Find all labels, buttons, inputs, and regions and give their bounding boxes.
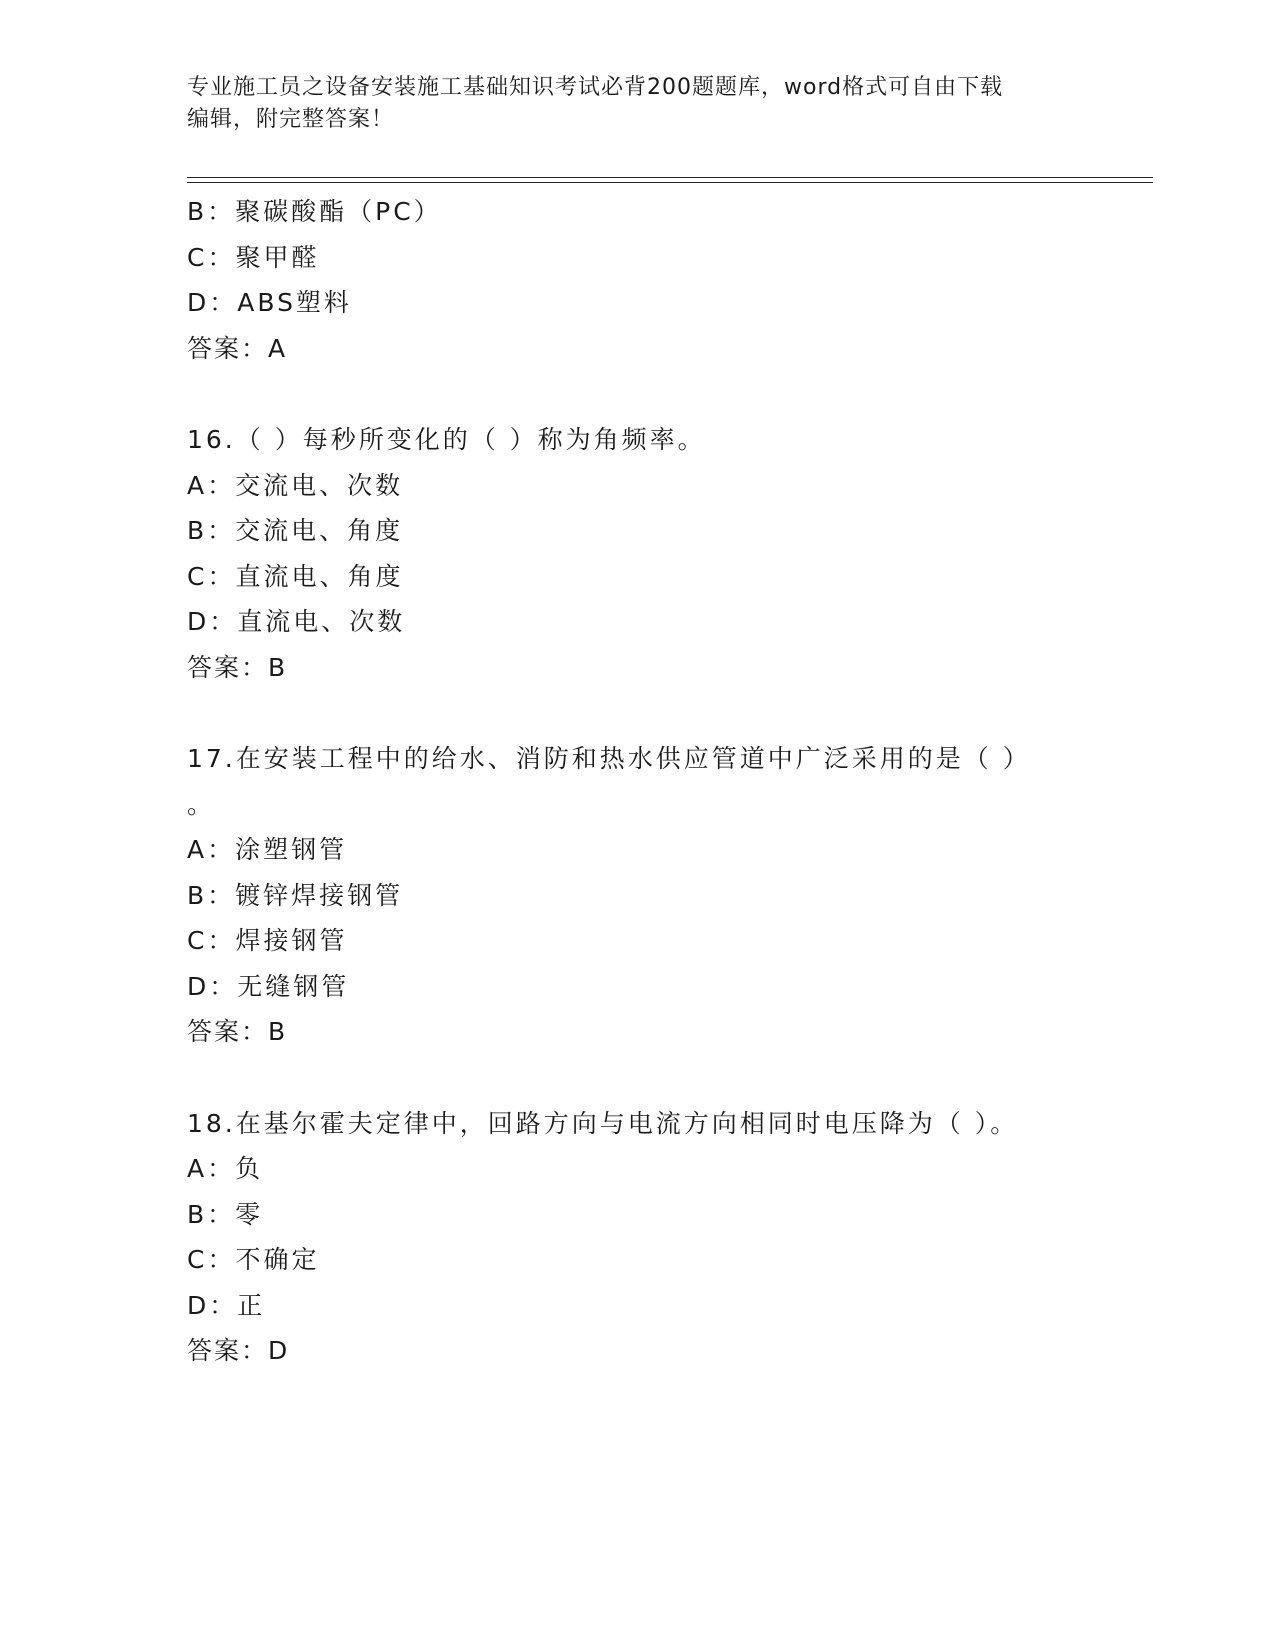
document-header	[187, 72, 1067, 136]
header-title-line-1: 专业施工员之设备安装施工基础知识考试必背200题题库，word格式可自由下载	[187, 75, 1004, 100]
option-c: C：焊接钢管	[187, 926, 348, 955]
option-c: C：不确定	[187, 1245, 320, 1274]
question-17	[187, 736, 1153, 1055]
option-d: D：直流电、次数	[187, 607, 406, 636]
question-list	[187, 189, 1153, 1374]
answer-line: 答案：B	[187, 652, 288, 682]
question-16	[187, 417, 1153, 690]
answer-line: 答案：A	[187, 333, 288, 363]
header-divider-bottom	[187, 182, 1153, 183]
question-text-continuation: 。	[187, 789, 213, 819]
option-b: B：镀锌焊接钢管	[187, 880, 404, 910]
question-text: 16.（ ）每秒所变化的（ ）称为角频率。	[187, 425, 706, 454]
answer-line: 答案：D	[187, 1336, 290, 1365]
answer-line: 答案：B	[187, 1017, 288, 1046]
spacer	[187, 1055, 1153, 1101]
header-divider-top	[187, 177, 1153, 178]
option-a: A：交流电、次数	[187, 470, 404, 500]
header-title-line-2: 编辑，附完整答案！	[187, 107, 395, 132]
option-d: D：正	[187, 1290, 266, 1320]
option-c: C：直流电、角度	[187, 561, 404, 591]
option-d: D：无缝钢管	[187, 971, 350, 1001]
question-15-tail	[187, 189, 1153, 371]
question-text: 18.在基尔霍夫定律中，回路方向与电流方向相同时电压降为（ ）。	[187, 1108, 1019, 1138]
option-b: B：零	[187, 1199, 264, 1229]
option-b: B：聚碳酸酯（PC）	[187, 197, 442, 226]
spacer	[187, 371, 1153, 417]
spacer	[187, 690, 1153, 736]
option-a: A：负	[187, 1154, 264, 1183]
option-b: B：交流电、角度	[187, 516, 404, 545]
option-a: A：涂塑钢管	[187, 835, 348, 864]
question-18	[187, 1101, 1153, 1374]
question-text: 17.在安装工程中的给水、消防和热水供应管道中广泛采用的是（ ）	[187, 744, 1031, 773]
option-d: D：ABS塑料	[187, 288, 352, 317]
option-c: C：聚甲醛	[187, 242, 320, 272]
